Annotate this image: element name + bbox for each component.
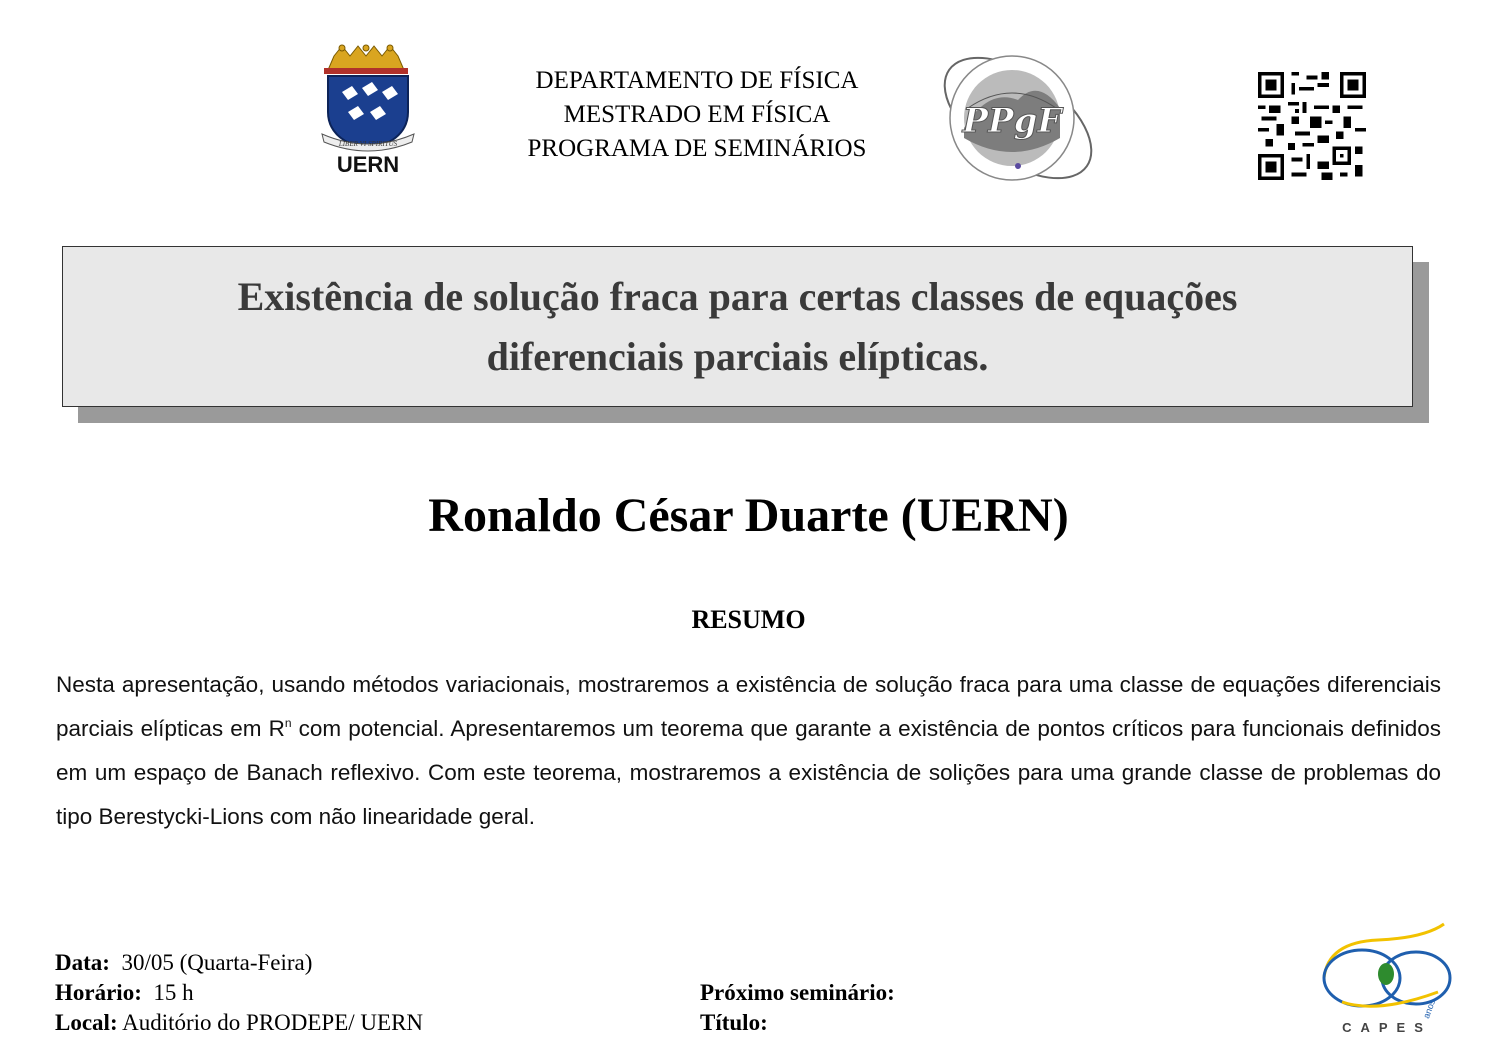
seminar-title [148,267,1328,387]
abstract-text-part-2: com potencial. Apresentaremos um teorema que garante a existência de pontos críticos para funcionais definidos em um espaço de Banach reflexivo. Com este teorema, mostraremos a existência de solições para uma grande classe de problemas do tipo Berestycki-Lions com não linearidade geral. [56,716,1441,829]
event-location-value: Auditório do PRODEPE/ UERN [122,1010,424,1035]
event-date [55,948,423,978]
abstract-heading: RESUMO [691,605,806,634]
event-time-label: Horário: [55,980,142,1005]
abstract-text [56,663,1441,839]
header-line-program: PROGRAMA DE SEMINÁRIOS [527,135,867,162]
abstract-text-part-1: Nesta apresentação, usando métodos variacionais, mostraremos a existência de solução fraca para uma classe de equações diferenciais parciais elípticas em R [56,672,1441,741]
next-seminar-label: Próximo seminário: [700,980,895,1005]
next-seminar [700,978,895,1038]
event-time [55,978,423,1008]
ppgf-logo-icon [928,48,1114,188]
header-text [470,64,924,166]
qr-code-icon [1257,72,1367,180]
event-date-label: Data: [55,950,110,975]
seminar-title-line-2: diferenciais parciais elípticas. [486,333,989,379]
header-line-department: DEPARTAMENTO DE FÍSICA [535,67,859,94]
svg-text:PPgF: PPgF [962,101,1062,141]
ppgf-logo [928,48,1114,188]
event-details [55,948,423,1038]
abstract-superscript: n [284,716,292,730]
uern-crest-icon [312,42,424,178]
capes-60-anos-icon [1318,918,1456,1036]
event-location-label: Local: [55,1010,118,1035]
svg-text:anos: anos [1421,998,1438,1020]
capes-logo [1318,918,1456,1036]
event-location [55,1008,423,1038]
event-time-value: 15 h [153,980,194,1005]
seminar-title-line-1: Existência de solução fraca para certas classes de equações [237,273,1238,319]
qr-code [1257,72,1367,180]
svg-text:CAPES: CAPES [1342,1020,1432,1035]
title-box [62,246,1413,407]
next-seminar-title-label: Título: [700,1010,768,1035]
svg-text:UERN: UERN [336,152,400,177]
speaker-name: Ronaldo César Duarte (UERN) [428,489,1069,542]
header-line-masters: MESTRADO EM FÍSICA [563,101,831,128]
svg-text:LIBER VI SPIRITUS: LIBER VI SPIRITUS [338,140,398,148]
event-date-value: 30/05 (Quarta-Feira) [121,950,313,975]
uern-logo [312,42,424,178]
